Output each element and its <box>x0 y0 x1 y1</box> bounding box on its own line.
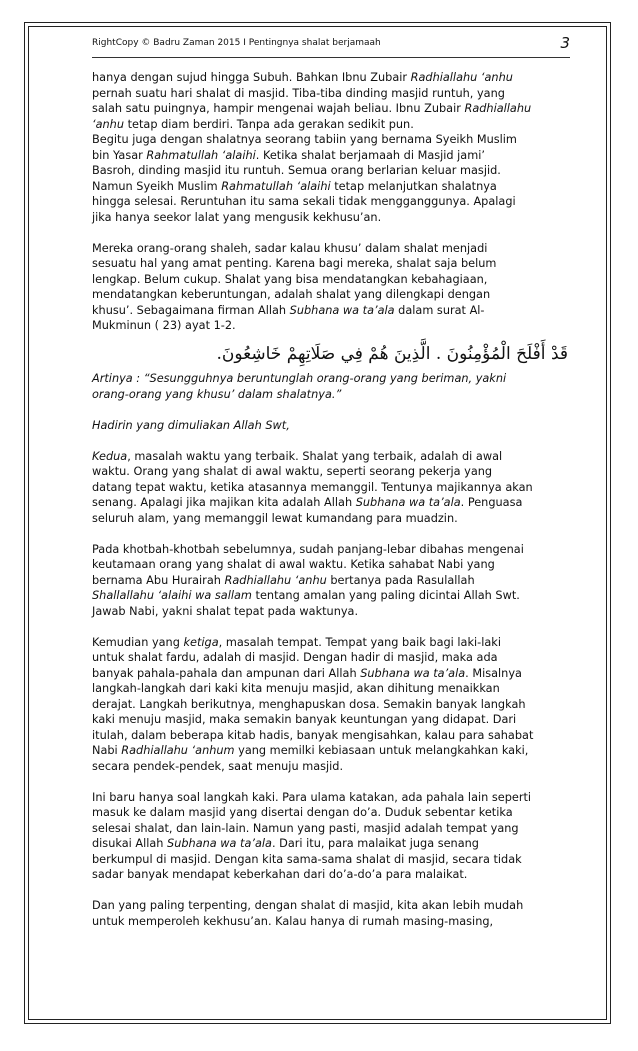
text-span: selesai shalat, dan lain-lain. Namun yang pasti, masjid adalah tempat yang <box>92 821 519 835</box>
text-span: salah satu puingnya, hampir mengenai wajah beliau. Ibnu Zubair <box>92 102 465 115</box>
text-line <box>92 464 570 480</box>
text-span: bernama Abu Hurairah <box>92 573 225 587</box>
text-line <box>92 557 570 573</box>
header-rule <box>92 57 570 58</box>
text-span: . Misalnya <box>465 666 522 680</box>
text-line <box>92 495 570 511</box>
page-number: 3 <box>560 34 570 52</box>
text-line <box>92 867 570 883</box>
text-line <box>92 418 570 434</box>
arabic-verse: قَدْ أَفْلَحَ الْمُؤْمِنُونَ . الَّذِينَ هُمْ فِي صَلَاتِهِمْ خَاشِعُونَ. <box>216 344 568 364</box>
text-line <box>92 681 570 697</box>
italic-text: Radhiallahu <box>464 102 532 115</box>
italic-text: Hadirin yang dimuliakan Allah Swt, <box>92 418 290 432</box>
text-span: pernah suatu hari shalat di masjid. Tiba-tiba dinding masjid runtuh, yang <box>92 86 505 100</box>
text-span: . Penguasa <box>460 496 523 509</box>
text-span: bertanya pada Rasulallah <box>326 573 475 587</box>
italic-text: Subhana wa ta’ala <box>360 666 466 680</box>
text-line <box>92 805 570 821</box>
text-span: . Ketika shalat berjamaah di Masjid jami’ <box>255 148 485 162</box>
italic-text: Subhana wa ta’ala <box>355 496 461 509</box>
header-title: RightCopy © Badru Zaman 2015 I Pentingnya shalat berjamaah <box>92 38 381 48</box>
italic-text: Radhiallahu ‘anhu <box>224 573 327 587</box>
text-span: masuk ke dalam masjid yang disertai dengan do’a. Duduk sebentar ketika <box>92 806 513 819</box>
text-line <box>92 287 570 303</box>
text-span: keutamaan orang yang shalat di awal waktu. Ketika sahabat Nabi yang <box>92 558 495 571</box>
text-span: lengkap. Belum cukup. Shalat yang bisa mendatangkan kebahagiaan, <box>92 272 488 286</box>
text-line <box>92 163 570 179</box>
text-line <box>92 148 570 164</box>
text-line <box>92 635 570 651</box>
paragraph <box>92 241 570 334</box>
paragraph <box>92 70 570 225</box>
italic-text: Subhana wa ta’ala <box>167 837 272 850</box>
text-span: mendatangkan keberuntungan, adalah shalat yang dilengkapi dengan <box>92 288 491 301</box>
text-line <box>92 604 570 620</box>
text-span: hingga selesai. Reruntuhan itu sama sekali tidak mengganggunya. Apalagi <box>92 195 516 208</box>
paragraph <box>92 371 570 402</box>
text-span: Begitu juga dengan shalatnya seorang tabiin yang bernama Syeikh Muslim <box>92 133 517 146</box>
paragraph <box>92 790 570 883</box>
text-span: , masalah waktu yang terbaik. Shalat yang terbaik, adalah di awal <box>127 449 503 463</box>
text-span: kaki menuju masjid, maka semakin banyak keuntungan yang didapat. Dari <box>92 713 517 726</box>
text-line <box>92 117 570 133</box>
paragraph <box>92 635 570 775</box>
text-line <box>92 86 570 102</box>
text-line <box>92 836 570 852</box>
paragraph <box>92 542 570 620</box>
text-span: bin Yasar <box>92 148 147 162</box>
text-span: Jawab Nabi, yakni shalat tepat pada waktunya. <box>92 604 359 618</box>
text-span: untuk memperoleh kekhusu’an. Kalau hanya di rumah masing-masing, <box>92 914 494 928</box>
text-line <box>92 573 570 589</box>
text-span: sadar banyak mendapat keberkahan dari do’a-do’a para malaikat. <box>92 868 468 881</box>
text-line <box>92 650 570 666</box>
text-line <box>92 914 570 930</box>
text-span: sesuatu hal yang amat penting. Karena bagi mereka, shalat saja belum <box>92 257 497 270</box>
text-span: , masalah tempat. Tempat yang baik bagi laki-laki <box>218 635 501 649</box>
italic-text: Radhiallahu ‘anhu <box>410 71 513 84</box>
text-line <box>92 743 570 759</box>
text-span: untuk shalat fardu, adalah di masjid. Dengan hadir di masjid, maka ada <box>92 651 498 664</box>
text-span: tetap melanjutkan shalatnya <box>330 179 497 193</box>
document-body <box>92 70 570 945</box>
text-span: itulah, dalam beberapa kitab hadis, banyak mengisahkan, kalau para sahabat <box>92 728 534 742</box>
italic-text: Rahmatullah ‘alaihi <box>146 148 256 162</box>
text-line <box>92 179 570 195</box>
text-span: yang memilki kebiasaan untuk melangkahkan kaki, <box>234 744 529 757</box>
page-header <box>92 34 570 56</box>
text-span: waktu. Orang yang shalat di awal waktu, seperti seorang pekerja yang <box>92 465 493 478</box>
italic-text: ketiga <box>183 635 219 649</box>
italic-text: Shallallahu ‘alaihi wa sallam <box>92 589 252 602</box>
paragraph <box>92 898 570 929</box>
italic-text: Rahmatullah ‘alaihi <box>221 179 331 193</box>
italic-text: Radhiallahu ‘anhum <box>121 744 235 757</box>
italic-text: orang-orang yang khusu’ dalam shalatnya.” <box>92 387 342 401</box>
text-line <box>92 318 570 334</box>
text-span: . Dari itu, para malaikat juga senang <box>271 837 479 850</box>
text-span: Nabi <box>92 744 122 757</box>
text-line <box>92 790 570 806</box>
text-line <box>92 132 570 148</box>
text-span: Mukminun ( 23) ayat 1-2. <box>92 319 236 332</box>
paragraph-group-main <box>92 371 570 929</box>
text-line <box>92 194 570 210</box>
text-line <box>92 712 570 728</box>
paragraph <box>92 418 570 434</box>
text-line <box>92 480 570 496</box>
text-line <box>92 852 570 868</box>
text-line <box>92 821 570 837</box>
text-span: Mereka orang-orang shaleh, sadar kalau khusu’ dalam shalat menjadi <box>92 241 488 255</box>
text-span: tentang amalan yang paling dicintai Allah Swt. <box>251 589 520 602</box>
text-line <box>92 697 570 713</box>
text-line <box>92 70 570 86</box>
text-line <box>92 210 570 226</box>
text-line <box>92 101 570 117</box>
text-span: langkah-langkah dari kaki kita menuju masjid, akan dihitung menaikkan <box>92 682 500 695</box>
text-line <box>92 511 570 527</box>
italic-text: Subhana wa ta’ala <box>289 303 395 317</box>
text-span: secara pendek-pendek, saat menuju masjid. <box>92 759 344 773</box>
text-line <box>92 898 570 914</box>
text-span: tetap diam berdiri. Tanpa ada gerakan sedikit pun. <box>124 117 414 131</box>
italic-text: Kedua <box>92 449 128 463</box>
text-span: hanya dengan sujud hingga Subuh. Bahkan Ibnu Zubair <box>92 71 411 84</box>
text-line <box>92 371 570 387</box>
text-span: Basroh, dinding masjid itu runtuh. Semua orang berlarian keluar masjid. <box>92 164 501 177</box>
paragraph-group-intro <box>92 70 570 334</box>
text-line <box>92 387 570 403</box>
text-span: derajat. Langkah berikutnya, menghapuskan dosa. Semakin banyak langkah <box>92 697 526 711</box>
text-line <box>92 542 570 558</box>
text-line <box>92 759 570 775</box>
text-span: Pada khotbah-khotbah sebelumnya, sudah panjang-lebar dibahas mengenai <box>92 542 524 556</box>
text-span: banyak pahala-pahala dan ampunan dari Allah <box>92 666 361 680</box>
paragraph <box>92 449 570 527</box>
text-line <box>92 449 570 465</box>
text-span: seluruh alam, yang memanggil lewat kumandang para muadzin. <box>92 511 458 525</box>
text-line <box>92 588 570 604</box>
text-span: jika hanya seekor lalat yang mengusik kekhusu’an. <box>92 210 382 224</box>
text-span: Dan yang paling terpenting, dengan shalat di masjid, kita akan lebih mudah <box>92 899 524 912</box>
text-line <box>92 728 570 744</box>
italic-text: Artinya : “Sesungguhnya beruntunglah orang-orang yang beriman, yakni <box>92 372 507 385</box>
text-span: berkumpul di masjid. Dengan kita sama-sama shalat di masjid, secara tidak <box>92 852 522 866</box>
text-line <box>92 272 570 288</box>
text-span: dalam surat Al- <box>394 303 485 317</box>
text-span: Kemudian yang <box>92 635 184 649</box>
text-line <box>92 241 570 257</box>
text-line <box>92 256 570 272</box>
text-span: Namun Syeikh Muslim <box>92 179 222 193</box>
text-line <box>92 303 570 319</box>
text-span: khusu’. Sebagaimana firman Allah <box>92 303 290 317</box>
text-span: datang tepat waktu, ketika atasannya memanggil. Tentunya majikannya akan <box>92 480 533 494</box>
text-span: senang. Apalagi jika majikan kita adalah Allah <box>92 496 356 509</box>
text-line <box>92 666 570 682</box>
text-span: disukai Allah <box>92 837 168 850</box>
italic-text: ‘anhu <box>92 117 124 131</box>
text-span: Ini baru hanya soal langkah kaki. Para ulama katakan, ada pahala lain seperti <box>92 790 532 804</box>
